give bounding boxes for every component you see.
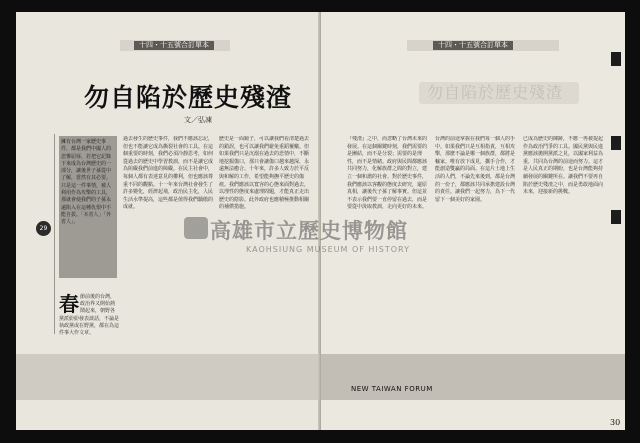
body-column-1: 『殘渣』之中，而忽略了台灣未來的發展。在這個關鍵時刻，我們需要的是團結，而不是分裂；需要的是理性，而不是情緒。政府與民間都應該共同努力，化解族群之間的對立，建立一個和諧的社會。對於歷史事件，我們應該以客觀的態度去研究，還原真相，讓後代子孫了解事實。但這並不表示我們要一直停留在過去，而是要從中汲取教訓，走向更好的未來。 bbox=[347, 136, 428, 211]
footer-title: NEW TAIWAN FORUM bbox=[351, 385, 433, 393]
body-column-2: 歷史是一面鏡子，可以讓我們看清楚過去的錯誤，也可以讓我們避免重蹈覆轍。但如果我們只是沉溺在過去的悲情中，不斷地挖掘傷口，那只會讓傷口越來越深，永遠無法癒合。十年來，許多人致力於平反與和解的工作，希望能夠撫平歷史的傷痕。我們應該以寬容的心態來面對過去，以理性的態度來處理問題，才能真正走出歷史的陰影。此外政府也應積極推動相關的補償措施。 bbox=[219, 136, 309, 211]
page-number: 29 bbox=[36, 221, 51, 236]
faint-title-bleed bbox=[419, 82, 579, 104]
faint-title-text: 勿自陷於歷史殘渣 bbox=[427, 83, 564, 102]
footer-band bbox=[321, 354, 625, 400]
section-tag: 十四・十五號合訂單本 bbox=[433, 41, 513, 50]
pull-quote-text: 擁有台灣一家歷史事件，都是我們中國人的悲慘屈辱，若把它記錄下來成為台灣歷史的一部分，讓後世子孫從中了解，當然有其必要。只是這一件事情，被人利用作為攻擊的工具，那就會使我們的子孫永遠陷入在這種仇恨中不能自拔。「本省人」「外省人」。 bbox=[61, 139, 112, 226]
body-column-2: 台灣的前途掌握在我們每一個人的手中。如果我們只是互相指責，互相攻擊，那麼不論是哪一個族群，都將是輸家。唯有放下成見，攜手合作，才能創造雙贏的局面。在這片土地上生活的人們，不論先來後到，都是台灣的一份子，都應該共同承擔建設台灣的責任。讓我們一起努力，為下一代留下一個美好的家園。 bbox=[435, 136, 516, 203]
pull-quote-box bbox=[59, 136, 117, 278]
edge-tab-marker bbox=[611, 52, 621, 66]
body-column-3: 已成為歷史的陳跡，不應一再被提起作為政治鬥爭的工具。國民黨與民進黨應該拋開黨派之見，以國家利益為重，共同為台灣的前途而努力。這才是人民真正的期盼，也是台灣能夠持續發展的關鍵所在。讓我們不要再自陷於歷史殘渣之中，而是勇敢地面向未來，迎接新的挑戰。 bbox=[523, 136, 604, 196]
lead-paragraph bbox=[59, 294, 119, 337]
watermark-title: 高雄市立歷史博物館 bbox=[210, 219, 408, 243]
byline: 文／弘凍 bbox=[184, 116, 212, 124]
article-title: 勿自陷於歷史殘渣 bbox=[84, 83, 293, 112]
edge-tab-marker bbox=[611, 210, 621, 224]
section-tag: 十四・十五號合訂單本 bbox=[134, 41, 214, 50]
magazine-spread bbox=[16, 12, 625, 430]
watermark-subtitle: KAOHSIUNG MUSEUM OF HISTORY bbox=[246, 245, 410, 254]
margin-rule bbox=[54, 134, 55, 334]
page-number: 30 bbox=[610, 418, 621, 427]
body-column-1: 過去發生的歷史事件，我們不應該忘記，但也不能讓它成為撕裂社會的工具。在這個重要的時刻，我們必須冷靜思考，如何從過去的歷史中學習教訓，而不是讓它成為阻礙我們前進的障礙。在民主社會中，每個人都有表達意見的權利，但也應該尊重不同的觀點。十一年來台灣社會發生了許多變化，經濟起飛，政治民主化，人民生活水準提高，這些都是值得我們驕傲的成就。 bbox=[123, 136, 213, 211]
drop-cap: 春 bbox=[59, 292, 79, 316]
right-page bbox=[321, 12, 625, 430]
left-page bbox=[16, 12, 320, 430]
lead-paragraph-text: 節前後的台灣，政治界又開始熱鬧起來，朝野各黨派紛紛發表談話，不論是執政黨或在野黨，都在為這件事大作文章。 bbox=[59, 294, 120, 337]
edge-tab-marker bbox=[611, 136, 621, 150]
footer-band bbox=[16, 354, 320, 400]
